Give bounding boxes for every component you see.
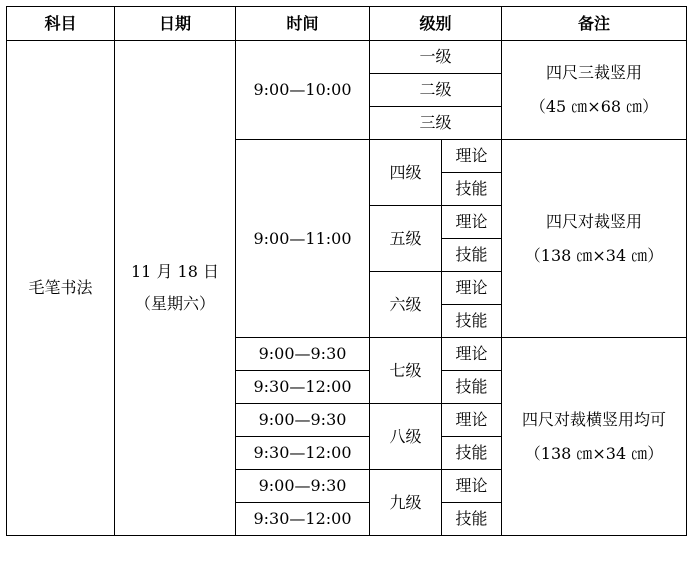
note-paper: 四尺对裁竖用	[546, 211, 643, 231]
part-cell: 理论	[442, 272, 502, 305]
part-cell: 理论	[442, 206, 502, 239]
time-cell: 9:30—12:00	[236, 371, 370, 404]
date-day: 11 月 18 日	[131, 262, 219, 281]
note-paper: 四尺对裁横竖用均可	[522, 409, 667, 429]
level-cell: 七级	[370, 338, 442, 404]
part-cell: 理论	[442, 140, 502, 173]
level-cell: 二级	[370, 74, 502, 107]
time-cell: 9:30—12:00	[236, 437, 370, 470]
part-cell: 理论	[442, 338, 502, 371]
time-cell: 9:00—9:30	[236, 338, 370, 371]
part-cell: 技能	[442, 371, 502, 404]
part-cell: 技能	[442, 503, 502, 536]
level-cell: 六级	[370, 272, 442, 338]
date-cell	[115, 41, 236, 536]
level-cell: 九级	[370, 470, 442, 536]
time-cell: 9:00—10:00	[236, 41, 370, 140]
exam-schedule-table	[6, 6, 687, 536]
note-cell	[502, 338, 687, 536]
note-cell	[502, 41, 687, 140]
note-paper: 四尺三裁竖用	[546, 63, 643, 82]
time-cell: 9:30—12:00	[236, 503, 370, 536]
note-size: （138 ㎝×34 ㎝）	[524, 245, 664, 265]
header-time: 时间	[236, 7, 370, 41]
part-cell: 理论	[442, 470, 502, 503]
time-cell: 9:00—11:00	[236, 140, 370, 338]
header-note: 备注	[502, 7, 687, 41]
level-cell: 三级	[370, 107, 502, 140]
note-size: （45 ㎝×68 ㎝）	[529, 97, 659, 116]
time-cell: 9:00—9:30	[236, 404, 370, 437]
level-cell: 四级	[370, 140, 442, 206]
part-cell: 技能	[442, 173, 502, 206]
part-cell: 理论	[442, 404, 502, 437]
header-subject: 科目	[7, 7, 115, 41]
time-cell: 9:00—9:30	[236, 470, 370, 503]
level-cell: 五级	[370, 206, 442, 272]
part-cell: 技能	[442, 437, 502, 470]
header-level: 级别	[370, 7, 502, 41]
part-cell: 技能	[442, 305, 502, 338]
level-cell: 一级	[370, 41, 502, 74]
header-row	[7, 7, 687, 41]
note-size: （138 ㎝×34 ㎝）	[524, 443, 664, 463]
header-date: 日期	[115, 7, 236, 41]
date-weekday: （星期六）	[134, 294, 215, 313]
subject-cell: 毛笔书法	[7, 41, 115, 536]
level-cell: 八级	[370, 404, 442, 470]
note-cell	[502, 140, 687, 338]
part-cell: 技能	[442, 239, 502, 272]
table-row	[7, 41, 687, 74]
